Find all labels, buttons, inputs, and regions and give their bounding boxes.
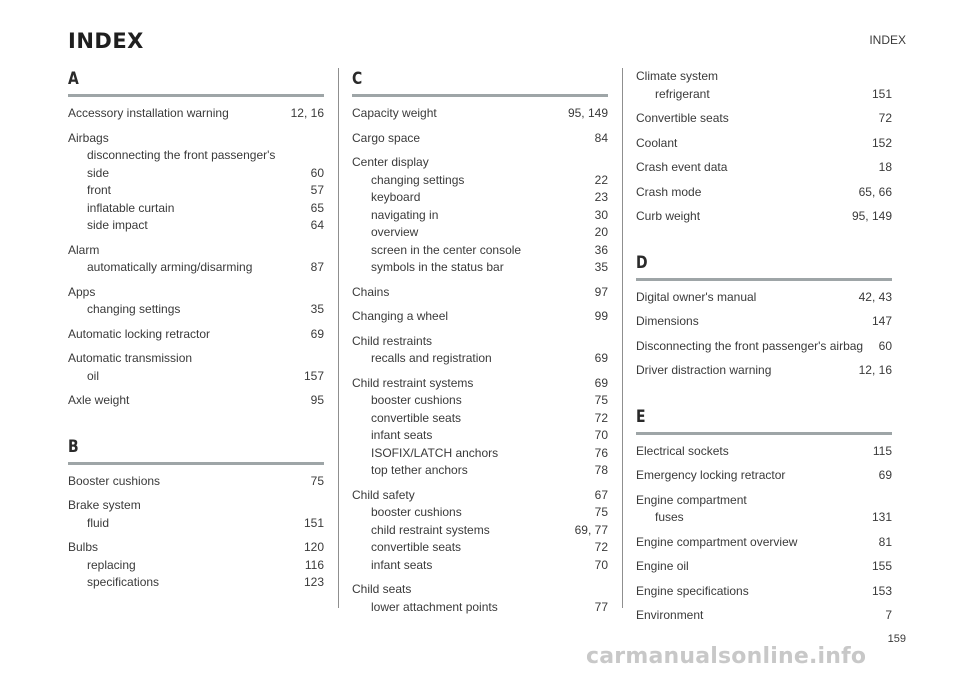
- subentry-row: [352, 522, 608, 540]
- subentry-row: [352, 557, 608, 575]
- entry-row: [68, 105, 324, 123]
- index-entry: [636, 110, 892, 128]
- entry-row: [636, 583, 892, 601]
- entry-term: Disconnecting the front passenger's airbag: [636, 338, 864, 353]
- entry-pages: 120: [303, 540, 324, 554]
- index-section: [68, 68, 324, 410]
- index-entry: [352, 105, 608, 123]
- entry-row: [636, 184, 892, 202]
- subentry-term: lower attachment points: [371, 599, 498, 614]
- entry-row: [636, 289, 892, 307]
- entry-row: [352, 308, 608, 326]
- subentry-term: ISOFIX/LATCH anchors: [371, 445, 499, 460]
- entry-pages: 155: [871, 559, 892, 573]
- subentry-pages: 70: [594, 557, 608, 572]
- subentry-term: navigating in: [371, 207, 439, 222]
- index-entry: [68, 392, 324, 410]
- page-title: INDEX: [68, 29, 144, 53]
- entry-row: [636, 467, 892, 485]
- subentry-pages: 57: [310, 183, 324, 197]
- entry-row: [636, 443, 892, 461]
- index-entry: [636, 583, 892, 601]
- entry-term: Automatic locking retractor: [68, 326, 211, 341]
- entry-row: [68, 350, 324, 368]
- index-entry: [636, 68, 892, 103]
- subentry-pages: 70: [594, 428, 608, 442]
- entry-term: Automatic transmission: [68, 351, 193, 365]
- entry-pages: 72: [878, 111, 892, 125]
- entry-term: Climate system: [636, 69, 719, 83]
- index-entry: [68, 539, 324, 592]
- index-entry: [352, 487, 608, 575]
- entry-row: [636, 362, 892, 380]
- subentry-term: replacing: [87, 557, 136, 572]
- entry-pages: 153: [871, 583, 892, 598]
- subentry-row: [68, 259, 324, 277]
- subentry-term: keyboard: [371, 190, 421, 204]
- entry-term: Dimensions: [636, 314, 699, 328]
- subentry-pages: 131: [871, 510, 892, 524]
- index-entry: [636, 443, 892, 461]
- entry-row: [636, 313, 892, 331]
- entry-term: Capacity weight: [352, 106, 437, 120]
- index-entry: [352, 333, 608, 368]
- subentry-pages: 69, 77: [574, 522, 608, 537]
- index-entry: [352, 154, 608, 277]
- subentry-term: infant seats: [371, 428, 433, 442]
- index-entry: [68, 105, 324, 123]
- subentry-row: [352, 599, 608, 617]
- entry-pages: 7: [885, 608, 892, 622]
- entry-row: [636, 135, 892, 153]
- index-entry: [352, 308, 608, 326]
- index-entry: [352, 581, 608, 616]
- entry-row: [352, 284, 608, 302]
- section-rule: [352, 94, 608, 97]
- entry-pages: 60: [878, 338, 892, 353]
- index-entry: [68, 473, 324, 491]
- entry-row: [68, 497, 324, 515]
- section-rule: [636, 432, 892, 435]
- subentry-row: [68, 165, 324, 183]
- entry-term: Booster cushions: [68, 473, 161, 488]
- index-entry: [68, 350, 324, 385]
- subentry-term: inflatable curtain: [87, 200, 175, 215]
- entry-term: Coolant: [636, 135, 678, 150]
- entry-term: Engine specifications: [636, 583, 749, 598]
- index-entry: [636, 467, 892, 485]
- entry-row: [352, 154, 608, 172]
- index-entry: [68, 242, 324, 277]
- entry-row: [352, 581, 608, 599]
- subentry-pages: 22: [594, 172, 608, 187]
- subentry-pages: 36: [594, 242, 608, 257]
- section-letter: A: [68, 69, 79, 89]
- subentry-term: symbols in the status bar: [371, 260, 504, 274]
- entry-term: Airbags: [68, 130, 109, 145]
- subentry-row: [636, 509, 892, 527]
- subentry-row: [352, 427, 608, 445]
- entry-pages: 84: [594, 130, 608, 145]
- entry-term: Crash event data: [636, 160, 728, 174]
- subentry-pages: 76: [594, 445, 608, 460]
- subentry-row: [352, 392, 608, 410]
- index-column-2: [352, 68, 608, 623]
- subentry-term: convertible seats: [371, 540, 462, 554]
- subentry-pages: 151: [303, 515, 324, 530]
- subentry-row: [68, 557, 324, 575]
- entry-pages: 95, 149: [851, 209, 892, 223]
- subentry-row: [352, 207, 608, 225]
- subentry-term: infant seats: [371, 557, 433, 572]
- entry-term: Engine compartment overview: [636, 534, 798, 549]
- subentry-term: child restraint systems: [371, 522, 490, 537]
- subentry-pages: 30: [594, 207, 608, 222]
- entry-term: Brake system: [68, 498, 141, 512]
- subentry-text: disconnecting the front passenger's: [87, 148, 276, 162]
- index-entry: [636, 159, 892, 177]
- subentry-row: [352, 189, 608, 207]
- subentry-pages: 75: [594, 505, 608, 519]
- entry-term: Axle weight: [68, 393, 130, 407]
- entry-term: Curb weight: [636, 209, 701, 223]
- entry-term: Changing a wheel: [352, 309, 449, 323]
- entry-pages: 12, 16: [858, 363, 892, 377]
- subentry-row: [352, 504, 608, 522]
- index-entry: [68, 326, 324, 344]
- subentry-pages: 35: [310, 302, 324, 316]
- entry-pages: 147: [871, 314, 892, 328]
- subentry-row: [68, 182, 324, 200]
- running-head: INDEX: [869, 33, 906, 47]
- subentry-term: booster cushions: [371, 505, 462, 519]
- index-entry: [68, 497, 324, 532]
- subentry-row: [352, 259, 608, 277]
- subentry-term: overview: [371, 225, 419, 239]
- entry-term: Digital owner's manual: [636, 289, 757, 304]
- entry-pages: 99: [594, 309, 608, 323]
- index-entry: [636, 135, 892, 153]
- entry-row: [68, 539, 324, 557]
- entry-pages: 75: [310, 473, 324, 488]
- entry-pages: 152: [871, 135, 892, 150]
- subentry-row: [352, 410, 608, 428]
- subentry-term: top tether anchors: [371, 463, 468, 477]
- entry-term: Crash mode: [636, 184, 702, 199]
- entry-term: Electrical sockets: [636, 443, 729, 458]
- entry-row: [636, 492, 892, 510]
- section-rule: [68, 94, 324, 97]
- subentry-row: [352, 462, 608, 480]
- subentry-term: side impact: [87, 218, 148, 232]
- entry-row: [636, 208, 892, 226]
- subentry-row: [352, 445, 608, 463]
- subentry-term: convertible seats: [371, 410, 462, 425]
- entry-term: Child restraints: [352, 333, 433, 348]
- subentry-term: refrigerant: [655, 86, 710, 101]
- entry-term: Convertible seats: [636, 111, 729, 125]
- index-section: [636, 252, 892, 380]
- index-entry: [352, 284, 608, 302]
- entry-pages: 65, 66: [858, 184, 892, 199]
- index-entry: [636, 338, 892, 356]
- entry-row: [352, 333, 608, 351]
- entry-row: [352, 105, 608, 123]
- index-column-3: [636, 68, 892, 632]
- subentry-term: changing settings: [87, 302, 181, 316]
- subentry-pages: 116: [304, 557, 324, 572]
- subentry-pages: 151: [871, 86, 892, 101]
- entry-term: Chains: [352, 284, 390, 299]
- index-section: [636, 68, 892, 226]
- subentry-pages: 23: [594, 190, 608, 204]
- index-entry: [352, 130, 608, 148]
- entry-row: [636, 558, 892, 576]
- subentry-row: [68, 574, 324, 592]
- subentry-pages: 60: [310, 165, 324, 180]
- entry-pages: 69: [594, 375, 608, 390]
- entry-term: Environment: [636, 608, 704, 622]
- entry-pages: 69: [878, 468, 892, 482]
- subentry-row: [68, 368, 324, 386]
- subentry-term: front: [87, 183, 112, 197]
- subentry-row: [68, 200, 324, 218]
- entry-term: Apps: [68, 284, 96, 299]
- entry-pages: 42, 43: [858, 289, 892, 304]
- entry-row: [352, 375, 608, 393]
- subentry-pages: 35: [594, 260, 608, 274]
- subentry-pages: 78: [594, 463, 608, 477]
- column-divider: [338, 68, 339, 608]
- index-entry: [636, 208, 892, 226]
- subentry-pages: 69: [594, 351, 608, 365]
- entry-row: [352, 487, 608, 505]
- entry-term: Engine compartment: [636, 492, 747, 507]
- subentry-term: fuses: [655, 510, 684, 524]
- entry-term: Child seats: [352, 582, 412, 596]
- subentry-row: [68, 515, 324, 533]
- entry-pages: 81: [878, 534, 892, 549]
- entry-term: Accessory installation warning: [68, 106, 229, 120]
- subentry-pages: 64: [310, 218, 324, 232]
- subentry-row: [352, 539, 608, 557]
- entry-pages: 12, 16: [290, 106, 324, 120]
- index-entry: [352, 375, 608, 480]
- subentry-row: [352, 224, 608, 242]
- entry-pages: 95: [310, 393, 324, 407]
- entry-term: Driver distraction warning: [636, 363, 772, 377]
- entry-term: Bulbs: [68, 540, 99, 554]
- subentry-pages: 123: [303, 575, 324, 589]
- subentry-pages: 65: [310, 200, 324, 215]
- entry-term: Cargo space: [352, 130, 421, 145]
- subentry-pages: 77: [594, 599, 608, 614]
- column-divider: [622, 68, 623, 608]
- index-entry: [636, 607, 892, 625]
- index-entry: [636, 184, 892, 202]
- index-entry: [636, 289, 892, 307]
- subentry-term: changing settings: [371, 172, 465, 187]
- entry-pages: 115: [872, 443, 892, 458]
- section-rule: [636, 278, 892, 281]
- subentry-term: automatically arming/disarming: [87, 260, 253, 274]
- subentry-pages: 75: [594, 393, 608, 407]
- entry-term: Child safety: [352, 487, 415, 502]
- entry-row: [636, 159, 892, 177]
- entry-pages: 69: [310, 326, 324, 341]
- entry-pages: 18: [878, 160, 892, 174]
- entry-term: Engine oil: [636, 559, 689, 573]
- index-column-1: [68, 68, 324, 599]
- entry-row: [352, 130, 608, 148]
- section-letter: B: [68, 436, 79, 457]
- entry-row: [68, 326, 324, 344]
- index-entry: [636, 313, 892, 331]
- entry-row: [68, 392, 324, 410]
- subentry-term: side: [87, 165, 110, 180]
- subentry-pages: 72: [594, 540, 608, 554]
- section-letter: E: [636, 406, 646, 427]
- subentry-pages: 157: [303, 368, 324, 383]
- index-section: [352, 68, 608, 616]
- entry-row: [636, 68, 892, 86]
- entry-term: Center display: [352, 155, 429, 169]
- subentry-pages: 87: [310, 260, 324, 274]
- entry-row: [636, 110, 892, 128]
- index-entry: [636, 362, 892, 380]
- subentry-row: [636, 86, 892, 104]
- subentry-term: oil: [87, 368, 100, 383]
- index-entry: [636, 558, 892, 576]
- entry-term: Emergency locking retractor: [636, 468, 786, 482]
- index-entry: [68, 284, 324, 319]
- entry-row: [68, 242, 324, 260]
- entry-term: Alarm: [68, 242, 100, 257]
- subentry-row: [68, 217, 324, 235]
- entry-pages: 67: [594, 487, 608, 502]
- entry-row: [68, 284, 324, 302]
- subentry-term: fluid: [87, 515, 110, 530]
- subentry-row: [352, 350, 608, 368]
- entry-row: [636, 338, 892, 356]
- watermark: carmanualsonline.info: [586, 644, 867, 669]
- entry-pages: 95, 149: [567, 106, 608, 120]
- page-number: 159: [887, 633, 906, 645]
- section-rule: [68, 462, 324, 465]
- entry-row: [636, 534, 892, 552]
- index-entry: [636, 534, 892, 552]
- index-section: [68, 436, 324, 592]
- subentry-pages: 72: [594, 410, 608, 425]
- entry-term: Child restraint systems: [352, 375, 474, 390]
- index-section: [636, 406, 892, 625]
- subentry-term: screen in the center console: [371, 242, 522, 257]
- subentry-row: [352, 172, 608, 190]
- entry-row: [68, 473, 324, 491]
- section-letter: C: [352, 69, 363, 89]
- subentry-term: booster cushions: [371, 393, 462, 407]
- entry-row: [68, 130, 324, 148]
- section-letter: D: [636, 252, 648, 273]
- index-entry: [636, 492, 892, 527]
- subentry-row: [68, 301, 324, 319]
- subentry-pages: 20: [594, 225, 608, 239]
- index-entry: [68, 130, 324, 235]
- subentry-term: recalls and registration: [371, 351, 492, 365]
- entry-pages: 97: [594, 284, 608, 299]
- subentry-row: [352, 242, 608, 260]
- entry-row: [636, 607, 892, 625]
- subentry-term: specifications: [87, 575, 160, 589]
